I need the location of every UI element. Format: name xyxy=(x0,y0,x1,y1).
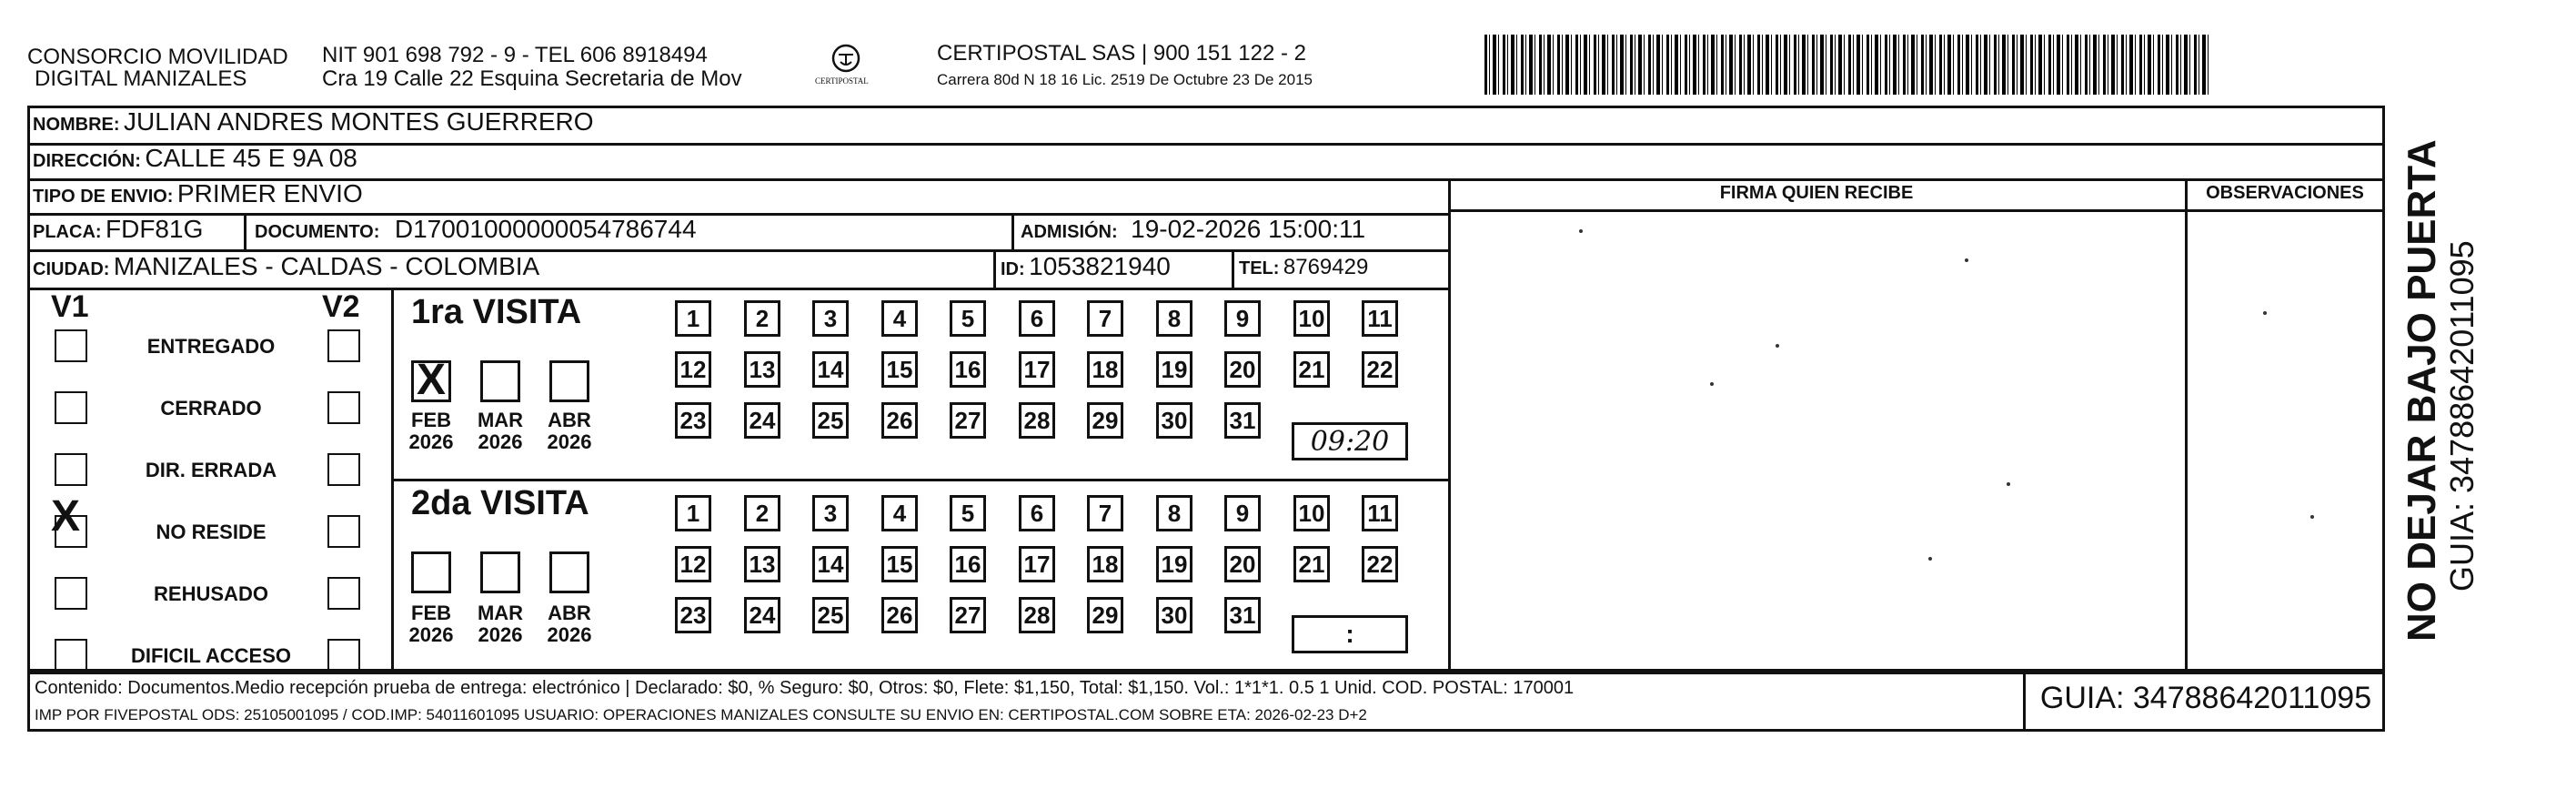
side-warning: NO DEJAR BAJO PUERTA xyxy=(2400,139,2444,642)
first-day-cell[interactable]: 7 xyxy=(1087,300,1123,337)
second-day-cell[interactable]: 20 xyxy=(1224,546,1261,582)
certipostal-logo xyxy=(815,40,873,95)
v1-checkbox[interactable] xyxy=(55,329,87,362)
first-day-cell[interactable]: 20 xyxy=(1224,351,1261,388)
city-field xyxy=(33,252,539,281)
first-day-cell[interactable]: 23 xyxy=(675,402,711,439)
city-value: MANIZALES - CALDAS - COLOMBIA xyxy=(113,252,540,280)
v1-checkbox[interactable] xyxy=(55,453,87,486)
address-field xyxy=(33,144,357,173)
second-day-cell[interactable]: 28 xyxy=(1019,597,1055,633)
first-day-cell[interactable]: 14 xyxy=(812,351,849,388)
signature-label: FIRMA QUIEN RECIBE xyxy=(1719,183,1914,203)
nit-phone-line: NIT 901 698 792 - 9 - TEL 606 8918494 xyxy=(322,43,708,67)
second-month-label: ABR 2026 xyxy=(547,602,592,646)
first-day-cell[interactable]: 16 xyxy=(950,351,986,388)
second-day-cell[interactable]: 11 xyxy=(1362,495,1398,531)
v2-checkbox[interactable] xyxy=(327,639,360,672)
feb-first-mark: X xyxy=(417,356,447,404)
first-month-box[interactable] xyxy=(549,360,589,402)
status-label: CERRADO xyxy=(160,397,262,420)
second-month-box[interactable] xyxy=(480,551,520,593)
second-day-cell[interactable]: 1 xyxy=(675,495,711,531)
tel-label: TEL: xyxy=(1239,258,1280,278)
document-value: D17001000000054786744 xyxy=(394,215,697,243)
first-visit-label: 1ra VISITA xyxy=(411,293,582,331)
first-day-cell[interactable]: 12 xyxy=(675,351,711,388)
name-label: NOMBRE: xyxy=(33,115,120,135)
second-day-cell[interactable]: 26 xyxy=(881,597,918,633)
second-day-cell[interactable]: 14 xyxy=(812,546,849,582)
v1-checkbox[interactable] xyxy=(55,391,87,424)
second-day-cell[interactable]: 17 xyxy=(1019,546,1055,582)
first-day-cell[interactable]: 28 xyxy=(1019,402,1055,439)
first-day-cell[interactable]: 9 xyxy=(1224,300,1261,337)
signature-area[interactable] xyxy=(1455,215,2179,666)
first-day-cell[interactable]: 26 xyxy=(881,402,918,439)
second-day-cell[interactable]: 22 xyxy=(1362,546,1398,582)
first-day-cell[interactable]: 22 xyxy=(1362,351,1398,388)
first-day-cell[interactable]: 25 xyxy=(812,402,849,439)
second-day-cell[interactable]: 25 xyxy=(812,597,849,633)
v1-no-reside-mark: X xyxy=(51,492,81,541)
first-month-label: FEB 2026 xyxy=(408,409,454,453)
v2-checkbox[interactable] xyxy=(327,577,360,610)
second-day-cell[interactable]: 31 xyxy=(1224,597,1261,633)
tel-field xyxy=(1239,255,1368,280)
second-day-cell[interactable]: 2 xyxy=(744,495,780,531)
plate-label: PLACA: xyxy=(33,222,102,242)
second-month-label: MAR 2026 xyxy=(477,602,524,646)
document-field xyxy=(255,215,697,244)
plate-value: FDF81G xyxy=(106,215,204,243)
second-day-cell[interactable]: 12 xyxy=(675,546,711,582)
admission-label: ADMISIÓN: xyxy=(1021,222,1118,242)
first-day-cell[interactable]: 21 xyxy=(1293,351,1330,388)
contents-line: Contenido: Documentos.Medio recepción prueba de entrega: electrónico | Declarado: $0, % Seguro: $0, Otros: $0, Flete: $1,150, Total: $1,150. Vol.: 1*1*1. 0.5 1 Unid. COD. POSTAL: 170001 xyxy=(35,678,1575,698)
side-guia: GUIA: 34788642011095 xyxy=(2443,240,2480,592)
sender-address: Cra 19 Calle 22 Esquina Secretaria de Mov xyxy=(322,66,742,91)
guia-box: GUIA: 34788642011095 xyxy=(2039,681,2372,715)
first-visit-time[interactable]: 09:20 xyxy=(1292,422,1408,460)
first-month-box[interactable] xyxy=(480,360,520,402)
status-label: ENTREGADO xyxy=(146,335,276,358)
second-day-cell[interactable]: 5 xyxy=(950,495,986,531)
first-day-cell[interactable]: 4 xyxy=(881,300,918,337)
second-visit-time[interactable]: : xyxy=(1292,615,1408,653)
send-type-label: TIPO DE ENVIO: xyxy=(33,187,174,207)
first-day-cell[interactable]: 24 xyxy=(744,402,780,439)
first-day-cell[interactable]: 31 xyxy=(1224,402,1261,439)
second-day-cell[interactable]: 29 xyxy=(1087,597,1123,633)
v2-label: V2 xyxy=(322,289,360,324)
print-line: IMP POR FIVEPOSTAL ODS: 25105001095 / COD.IMP: 54011601095 USUARIO: OPERACIONES MANIZALES CONSULTE SU ENVIO EN: CERTIPOSTAL.COM SOBRE ETA: 2026-02-23 D+2 xyxy=(35,706,1367,723)
first-day-cell[interactable]: 5 xyxy=(950,300,986,337)
status-label: DIFICIL ACCESO xyxy=(130,644,291,667)
seal-icon xyxy=(819,40,873,95)
second-day-cell[interactable]: 4 xyxy=(881,495,918,531)
admission-field xyxy=(1021,215,1365,244)
second-day-cell[interactable]: 24 xyxy=(744,597,780,633)
second-day-cell[interactable]: 19 xyxy=(1156,546,1192,582)
tel-value: 8769429 xyxy=(1283,255,1369,279)
second-day-cell[interactable]: 27 xyxy=(950,597,986,633)
first-day-cell[interactable]: 1 xyxy=(675,300,711,337)
second-day-cell[interactable]: 7 xyxy=(1087,495,1123,531)
first-day-cell[interactable]: 30 xyxy=(1156,402,1192,439)
city-label: CIUDAD: xyxy=(33,259,110,279)
status-label: NO RESIDE xyxy=(156,521,267,543)
first-day-cell[interactable]: 15 xyxy=(881,351,918,388)
v2-checkbox[interactable] xyxy=(327,329,360,362)
second-day-cell[interactable]: 16 xyxy=(950,546,986,582)
address-label: DIRECCIÓN: xyxy=(33,151,141,171)
second-month-box[interactable] xyxy=(411,551,451,593)
v2-checkbox[interactable] xyxy=(327,453,360,486)
first-day-cell[interactable]: 11 xyxy=(1362,300,1398,337)
observations-label: OBSERVACIONES xyxy=(2206,183,2364,203)
first-day-cell[interactable]: 2 xyxy=(744,300,780,337)
id-value: 1053821940 xyxy=(1029,252,1171,280)
second-day-cell[interactable]: 30 xyxy=(1156,597,1192,633)
admission-value: 19-02-2026 15:00:11 xyxy=(1131,215,1366,243)
first-day-cell[interactable]: 3 xyxy=(812,300,849,337)
send-type-field xyxy=(33,179,363,208)
second-day-cell[interactable]: 15 xyxy=(881,546,918,582)
first-day-cell[interactable]: 19 xyxy=(1156,351,1192,388)
first-day-cell[interactable]: 18 xyxy=(1087,351,1123,388)
v1-checkbox[interactable] xyxy=(55,639,87,672)
observations-area[interactable] xyxy=(2192,215,2380,666)
barcode xyxy=(1484,35,2212,95)
id-label: ID: xyxy=(1001,259,1025,279)
first-day-cell[interactable]: 13 xyxy=(744,351,780,388)
plate-field xyxy=(33,215,203,244)
first-day-cell[interactable]: 27 xyxy=(950,402,986,439)
second-day-cell[interactable]: 9 xyxy=(1224,495,1261,531)
carrier-name: CERTIPOSTAL SAS | 900 151 122 - 2 xyxy=(937,41,1306,66)
send-type-value: PRIMER ENVIO xyxy=(176,179,363,207)
second-month-label: FEB 2026 xyxy=(408,602,454,646)
first-day-cell[interactable]: 8 xyxy=(1156,300,1192,337)
address-value: CALLE 45 E 9A 08 xyxy=(145,144,357,172)
v1-checkbox[interactable] xyxy=(55,577,87,610)
carrier-address: Carrera 80d N 18 16 Lic. 2519 De Octubre 23 De 2015 xyxy=(937,71,1313,88)
second-visit-label: 2da VISITA xyxy=(411,484,589,522)
company-name-line1: CONSORCIO MOVILIDAD xyxy=(27,45,288,69)
name-value: JULIAN ANDRES MONTES GUERRERO xyxy=(124,107,594,136)
status-label: REHUSADO xyxy=(154,582,268,605)
logo-text: CERTIPOSTAL xyxy=(815,76,869,86)
first-day-cell[interactable]: 6 xyxy=(1019,300,1055,337)
second-day-cell[interactable]: 10 xyxy=(1293,495,1330,531)
status-label: DIR. ERRADA xyxy=(145,459,277,481)
first-month-label: ABR 2026 xyxy=(547,409,592,453)
second-day-cell[interactable]: 8 xyxy=(1156,495,1192,531)
first-day-cell[interactable]: 10 xyxy=(1293,300,1330,337)
first-day-cell[interactable]: 29 xyxy=(1087,402,1123,439)
second-day-cell[interactable]: 23 xyxy=(675,597,711,633)
second-day-cell[interactable]: 3 xyxy=(812,495,849,531)
v1-label: V1 xyxy=(51,289,89,324)
company-name-line2: DIGITAL MANIZALES xyxy=(35,66,247,91)
document-label: DOCUMENTO: xyxy=(255,222,380,242)
first-month-label: MAR 2026 xyxy=(477,409,524,453)
v2-checkbox[interactable] xyxy=(327,391,360,424)
second-day-cell[interactable]: 21 xyxy=(1293,546,1330,582)
second-month-box[interactable] xyxy=(549,551,589,593)
id-field xyxy=(1001,252,1171,281)
v2-checkbox[interactable] xyxy=(327,515,360,548)
second-day-cell[interactable]: 13 xyxy=(744,546,780,582)
first-day-cell[interactable]: 17 xyxy=(1019,351,1055,388)
second-day-cell[interactable]: 6 xyxy=(1019,495,1055,531)
name-field xyxy=(33,107,594,137)
second-day-cell[interactable]: 18 xyxy=(1087,546,1123,582)
